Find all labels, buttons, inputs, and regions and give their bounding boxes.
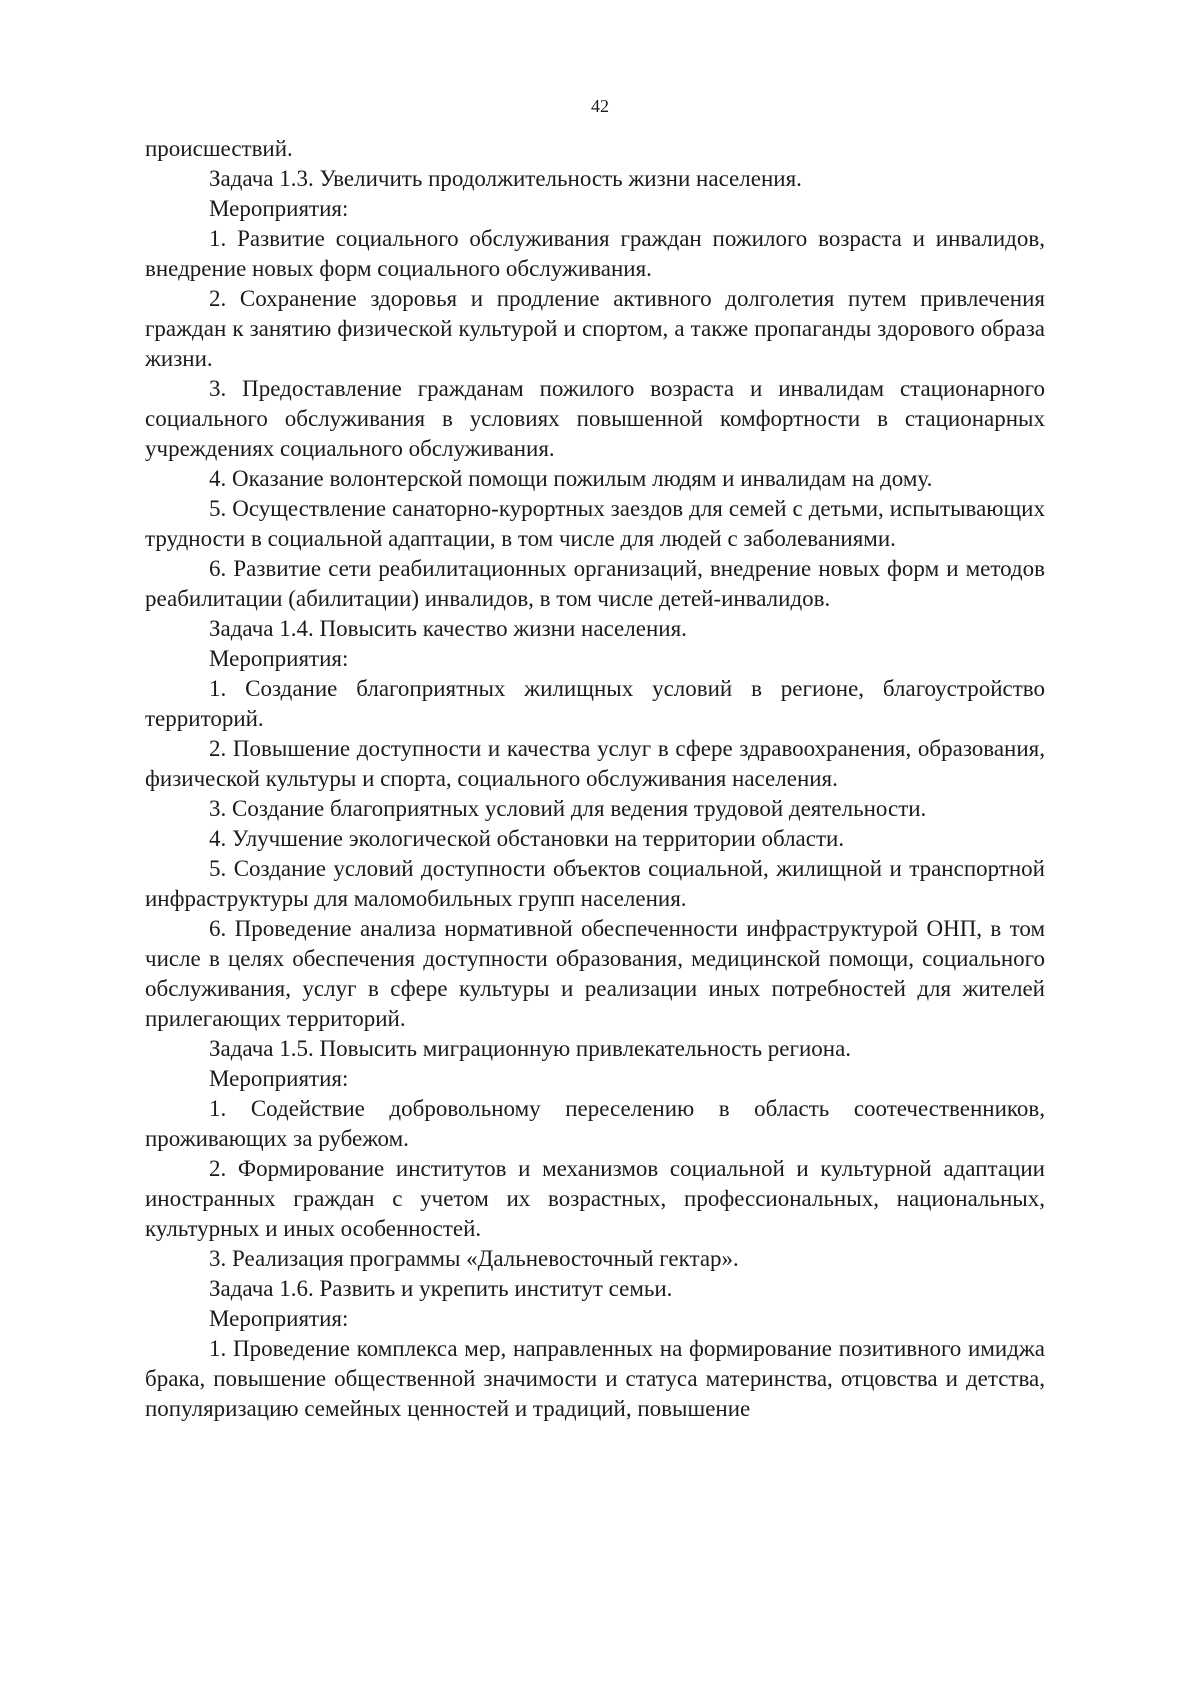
paragraph: Задача 1.5. Повысить миграционную привлекательность региона. (209, 1036, 852, 1061)
paragraph: 6. Проведение анализа нормативной обеспеченности инфраструктурой ОНП, в том числе в целях обеспечения доступности образования, медицинской помощи, социального обслуживания, услуг в сфере культуры и реализации иных потребностей для жителей прилегающих территорий. (145, 916, 1045, 1031)
paragraph: 1. Создание благоприятных жилищных условий в регионе, благоустройство территорий. (145, 676, 1045, 731)
paragraph: 1. Проведение комплекса мер, направленных на формирование позитивного имиджа брака, повышение общественной значимости и статуса материнства, отцовства и детства, популяризацию семейных ценностей и традиций, повышение (145, 1336, 1045, 1421)
paragraph: 5. Осуществление санаторно-курортных заездов для семей с детьми, испытывающих трудности в социальной адаптации, в том числе для людей с заболеваниями. (145, 496, 1045, 551)
paragraph: 3. Создание благоприятных условий для ведения трудовой деятельности. (209, 796, 927, 821)
paragraph: Мероприятия: (209, 1306, 349, 1331)
paragraph: 4. Улучшение экологической обстановки на территории области. (209, 826, 845, 851)
paragraph: 1. Содействие добровольному переселению в область соотечественников, проживающих за рубежом. (145, 1096, 1045, 1151)
paragraph: Мероприятия: (209, 196, 349, 221)
paragraph: 3. Реализация программы «Дальневосточный гектар». (209, 1246, 739, 1271)
paragraph: 2. Сохранение здоровья и продление активного долголетия путем привлечения граждан к занятию физической культурой и спортом, а также пропаганды здорового образа жизни. (145, 286, 1045, 371)
paragraph: 3. Предоставление гражданам пожилого возраста и инвалидам стационарного социального обслуживания в условиях повышенной комфортности в стационарных учреждениях социального обслуживания. (145, 376, 1045, 461)
paragraph: 2. Формирование институтов и механизмов социальной и культурной адаптации иностранных граждан с учетом их возрастных, профессиональных, национальных, культурных и иных особенностей. (145, 1156, 1045, 1241)
paragraph: 6. Развитие сети реабилитационных организаций, внедрение новых форм и методов реабилитации (абилитации) инвалидов, в том числе детей-инвалидов. (145, 556, 1045, 611)
paragraph: Задача 1.4. Повысить качество жизни населения. (209, 616, 687, 641)
paragraph: 4. Оказание волонтерской помощи пожилым людям и инвалидам на дому. (209, 466, 933, 491)
paragraph: 1. Развитие социального обслуживания граждан пожилого возраста и инвалидов, внедрение новых форм социального обслуживания. (145, 226, 1045, 281)
body-text (145, 134, 1045, 1424)
paragraph: Задача 1.6. Развить и укрепить институт семьи. (209, 1276, 673, 1301)
paragraph: происшествий. (145, 136, 293, 161)
paragraph: 2. Повышение доступности и качества услуг в сфере здравоохранения, образования, физической культуры и спорта, социального обслуживания населения. (145, 736, 1045, 791)
paragraph: Мероприятия: (209, 646, 349, 671)
paragraph: Задача 1.3. Увеличить продолжительность жизни населения. (209, 166, 802, 191)
paragraph: 5. Создание условий доступности объектов социальной, жилищной и транспортной инфраструктуры для маломобильных групп населения. (145, 856, 1045, 911)
paragraph: Мероприятия: (209, 1066, 349, 1091)
page-number: 42 (591, 96, 609, 116)
